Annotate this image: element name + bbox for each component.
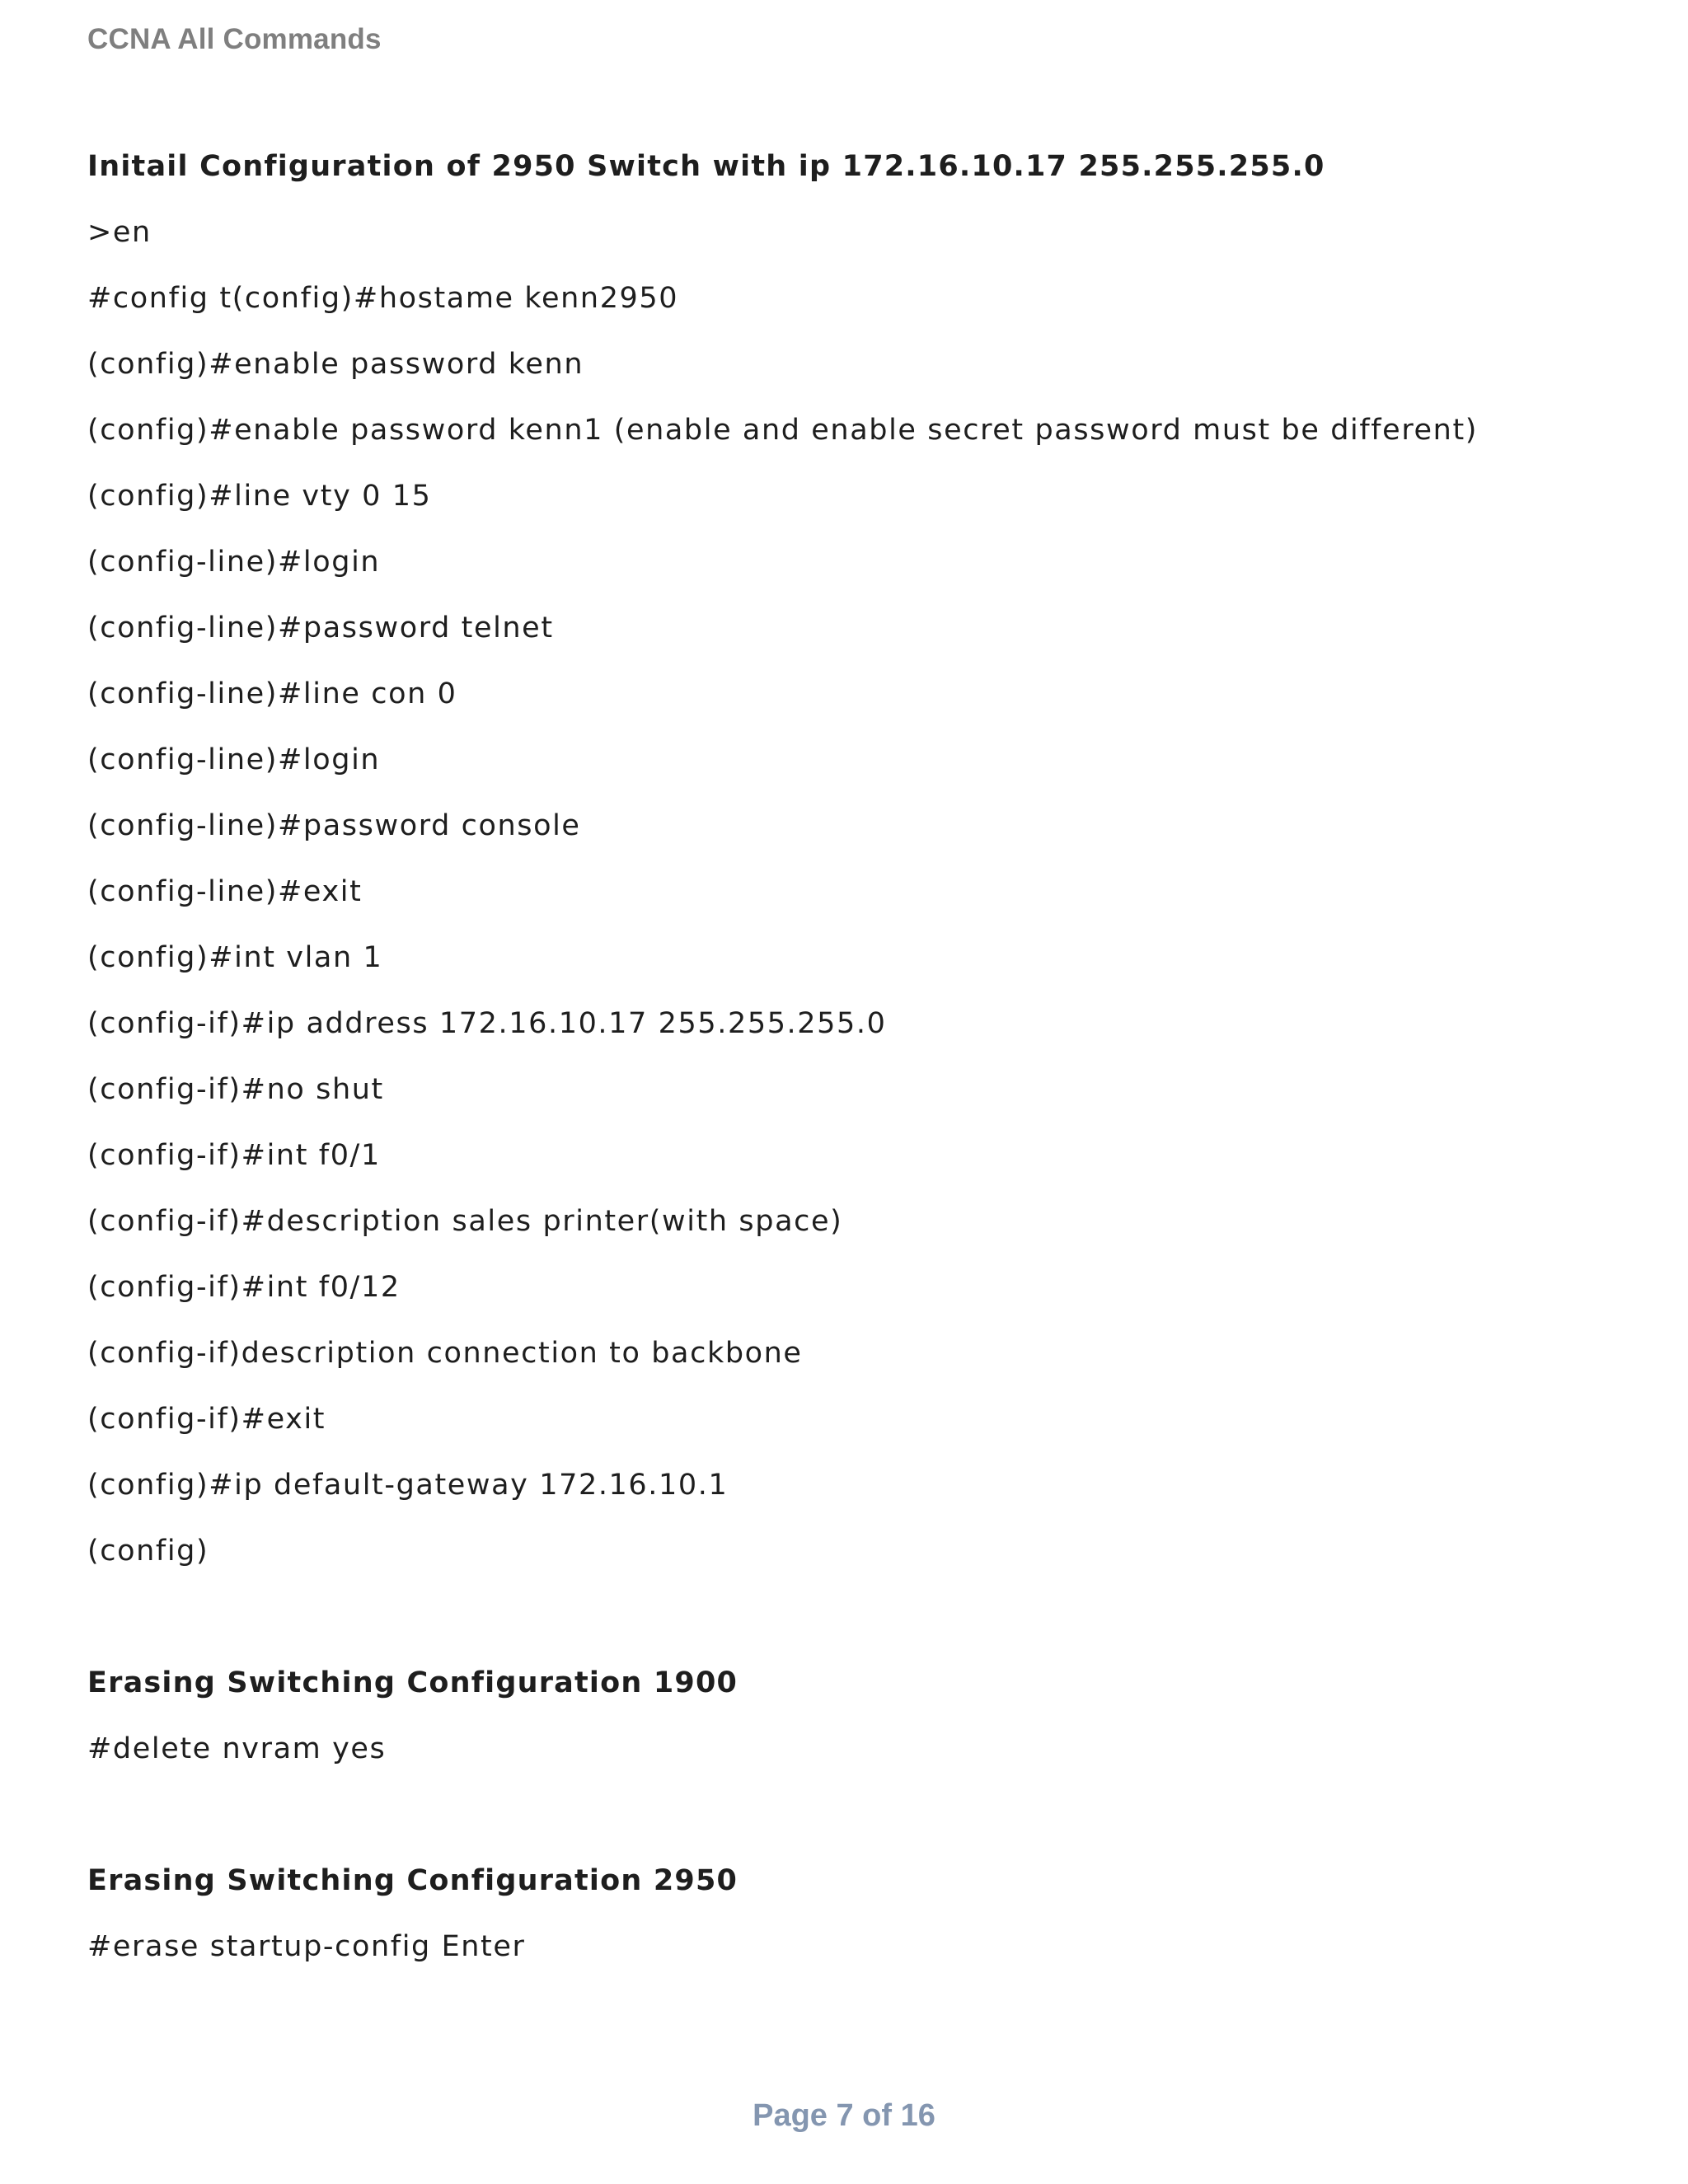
section-heading: Erasing Switching Configuration 2950 <box>87 1864 738 1897</box>
command-line: (config-if)#ip address 172.16.10.17 255.255.255.0 <box>87 1007 887 1040</box>
command-line: (config-if)#description sales printer(with space) <box>87 1205 843 1238</box>
command-line: (config-if)#int f0/1 <box>87 1139 381 1172</box>
command-line: #erase startup-config Enter <box>87 1930 526 1963</box>
page-content <box>87 134 1620 1980</box>
command-line: (config)#ip default-gateway 172.16.10.1 <box>87 1469 729 1502</box>
section-erasing-2950 <box>87 1848 1620 1980</box>
command-line: (config-line)#password telnet <box>87 612 554 644</box>
command-line: >en <box>87 216 152 249</box>
section-heading: Erasing Switching Configuration 1900 <box>87 1666 738 1699</box>
command-line: (config-line)#exit <box>87 875 363 908</box>
command-line: (config) <box>87 1535 209 1568</box>
command-line: (config-line)#login <box>87 546 381 579</box>
command-line: (config)#enable password kenn <box>87 348 584 381</box>
section-erasing-1900 <box>87 1650 1620 1782</box>
command-line: (config-line)#login <box>87 743 381 776</box>
running-header: CCNA All Commands <box>87 23 382 55</box>
section-heading: Initail Configuration of 2950 Switch with ip 172.16.10.17 255.255.255.0 <box>87 150 1325 183</box>
section-initial-configuration-2950 <box>87 134 1620 1584</box>
command-line: #config t(config)#hostame kenn2950 <box>87 282 679 315</box>
command-line: (config-line)#line con 0 <box>87 677 457 710</box>
command-line: (config-if)#no shut <box>87 1073 384 1106</box>
command-line: (config-line)#password console <box>87 809 581 842</box>
command-line: #delete nvram yes <box>87 1732 387 1765</box>
command-line: (config-if)#exit <box>87 1403 326 1436</box>
command-line: (config-if)description connection to backbone <box>87 1337 803 1370</box>
page-number: Page 7 of 16 <box>753 2098 935 2133</box>
command-line: (config)#line vty 0 15 <box>87 480 432 513</box>
command-line: (config-if)#int f0/12 <box>87 1271 401 1304</box>
command-line: (config)#int vlan 1 <box>87 941 383 974</box>
command-line: (config)#enable password kenn1 (enable and enable secret password must be different) <box>87 414 1479 447</box>
